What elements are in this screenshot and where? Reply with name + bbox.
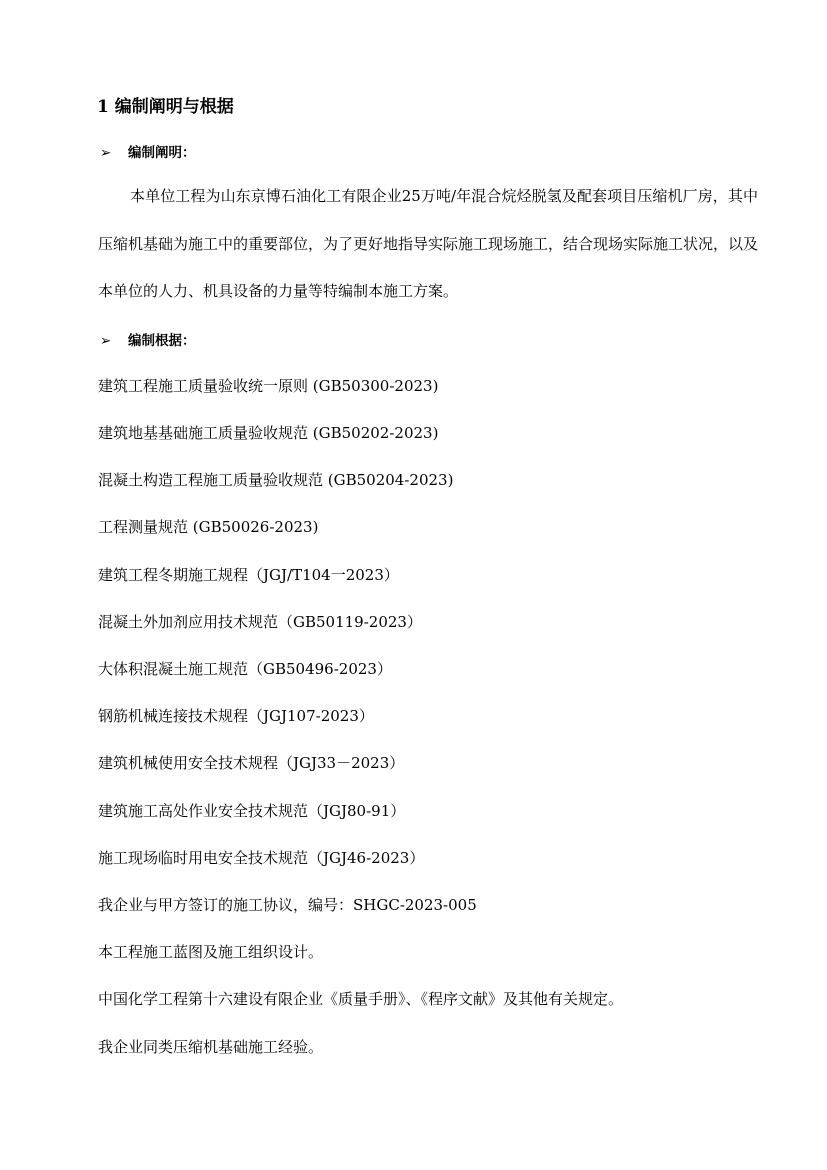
basis-item: 建筑机械使用安全技术规程（JGJ33－2023） (98, 754, 405, 772)
basis-item: 大体积混凝土施工规范（GB50496-2023） (98, 660, 392, 678)
explanation-subheading (100, 141, 196, 161)
basis-item: 建筑地基基础施工质量验收规范 (GB50202-2023) (98, 424, 439, 442)
basis-subheading (100, 329, 196, 349)
basis-item: 我企业同类压缩机基础施工经验。 (98, 1038, 324, 1056)
arrow-bullet-icon: ➢ (100, 333, 112, 349)
basis-item: 钢筋机械连接技术规程（JGJ107-2023） (98, 707, 374, 725)
basis-item: 本工程施工蓝图及施工组织设计。 (98, 943, 324, 961)
explanation-label: 编制阐明： (128, 145, 196, 161)
basis-label: 编制根据： (128, 333, 196, 349)
basis-item: 混凝土外加剂应用技术规范（GB50119-2023） (98, 613, 422, 631)
basis-item: 建筑施工高处作业安全技术规范（JGJ80-91） (98, 802, 406, 820)
basis-item: 施工现场临时用电安全技术规范（JGJ46-2023） (98, 849, 425, 867)
basis-item: 建筑工程施工质量验收统一原则 (GB50300-2023) (98, 377, 439, 395)
basis-item: 建筑工程冬期施工规程（JGJ/T104一2023） (98, 566, 399, 584)
explanation-paragraph: 本单位工程为山东京博石油化工有限企业25万吨/年混合烷烃脱氢及配套项目压缩机厂房，其中压缩机基础为施工中的重要部位，为了更好地指导实际施工现场施工，结合现场实际施工状况，以及本单位的人力、机具设备的力量等特编制本施工方案。 (98, 187, 759, 300)
basis-item: 我企业与甲方签订的施工协议，编号：SHGC-2023-005 (98, 896, 477, 914)
arrow-bullet-icon: ➢ (100, 145, 112, 161)
basis-item: 工程测量规范 (GB50026-2023) (98, 518, 319, 536)
basis-item: 混凝土构造工程施工质量验收规范 (GB50204-2023) (98, 471, 454, 489)
basis-item: 中国化学工程第十六建设有限企业《质量手册》、《程序文献》及其他有关规定。 (98, 990, 624, 1008)
section-heading: 1 编制阐明与根据 (97, 97, 234, 117)
